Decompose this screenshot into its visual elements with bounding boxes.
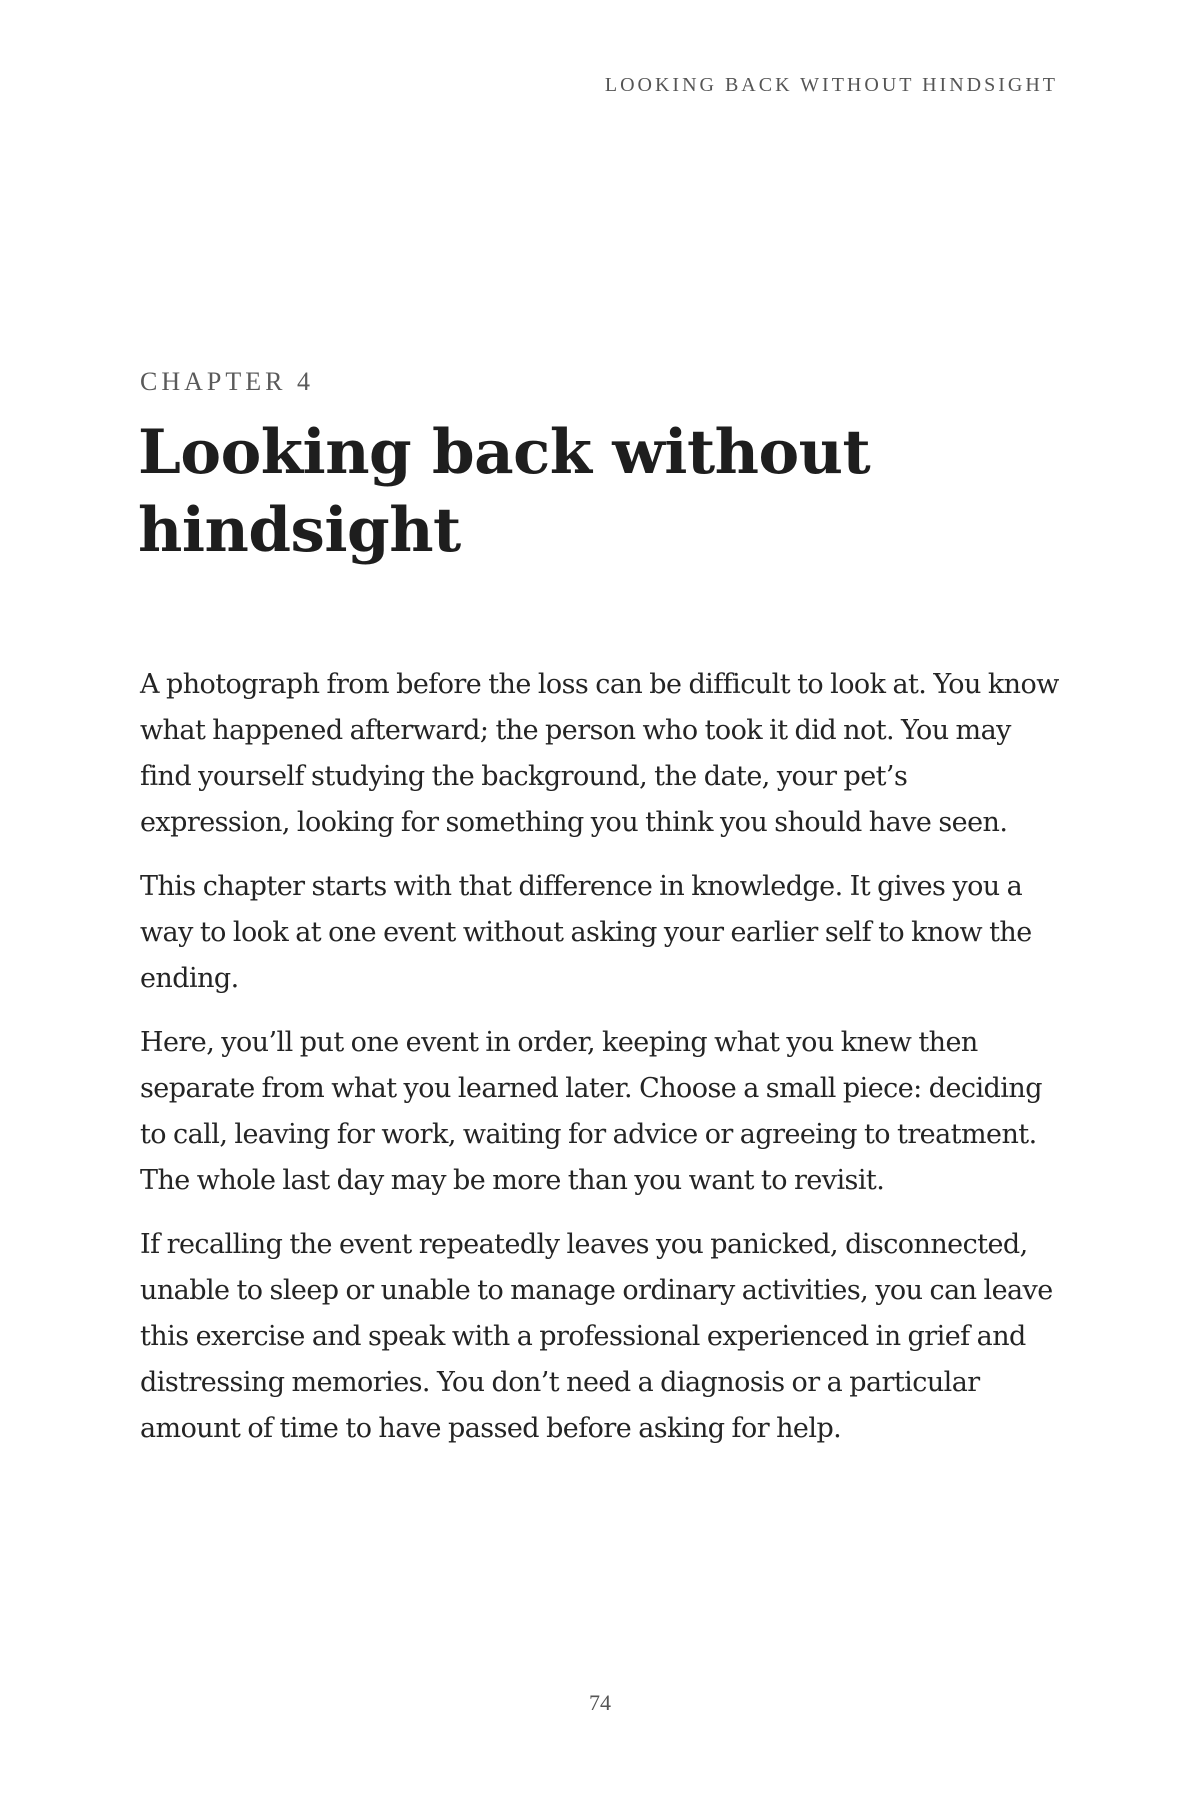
running-header: LOOKING BACK WITHOUT HINDSIGHT [604, 74, 1058, 96]
body-text [140, 662, 1062, 1470]
paragraph-1: A photograph from before the loss can be difficult to look at. You know what happened afterward; the person who took it did not. You may find yourself studying the background, the date, your pet’s expression, looking for something you think you should have seen. [140, 669, 1059, 838]
paragraph-3: Here, you’ll put one event in order, keeping what you knew then separate from what you learned later. Choose a small piece: deciding to call, leaving for work, waiting for advice or agreeing to treatment. The whole last day may be more than you want to revisit. [140, 1027, 1042, 1196]
paragraph-2: This chapter starts with that difference in knowledge. It gives you a way to look at one event without asking your earlier self to know the ending. [140, 871, 1032, 994]
chapter-title-line-1: Looking back without [138, 417, 871, 488]
chapter-title-line-2: hindsight [138, 495, 461, 566]
chapter-label: CHAPTER 4 [140, 367, 314, 396]
paragraph-4: If recalling the event repeatedly leaves you panicked, disconnected, unable to sleep or unable to manage ordinary activities, you can leave this exercise and speak with a professional experienced in grief and distressing memories. You don’t need a diagnosis or a particular amount of time to have passed before asking for help. [140, 1229, 1053, 1444]
page-number: 74 [589, 1690, 611, 1715]
chapter-title [138, 414, 1038, 570]
